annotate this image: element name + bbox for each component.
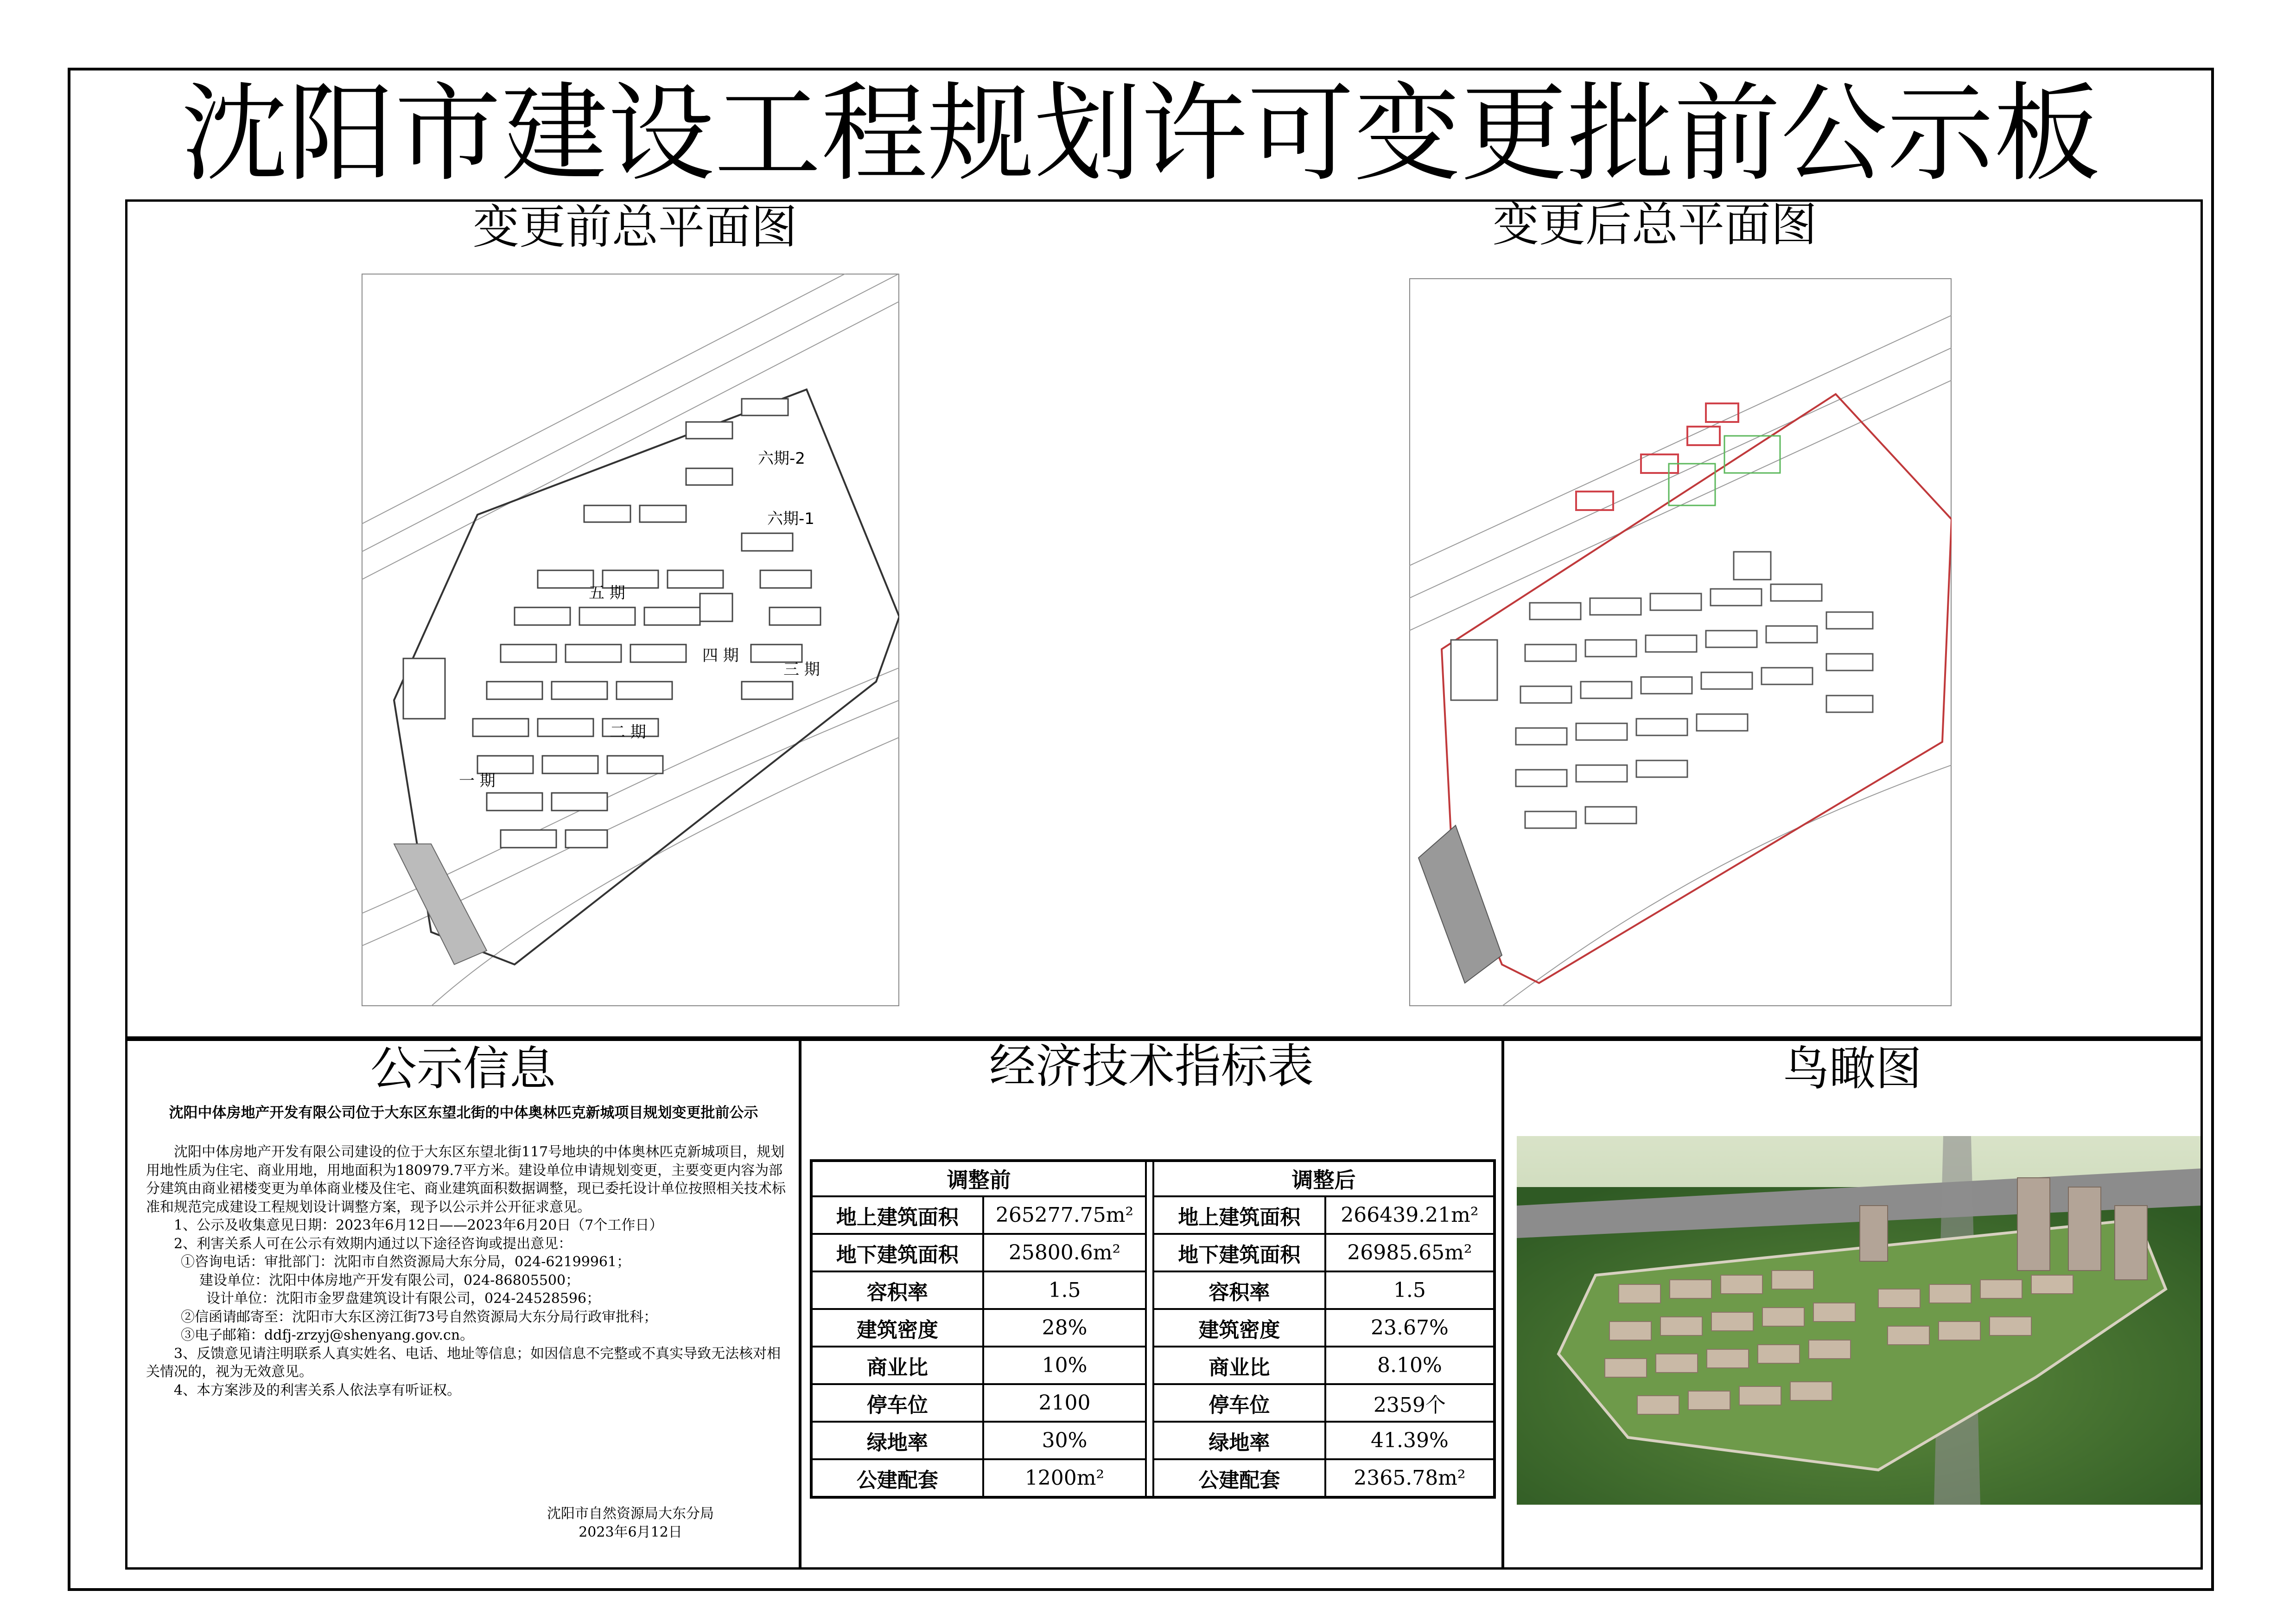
table-row — [811, 1234, 1495, 1271]
row-label-before: 绿地率 — [811, 1422, 983, 1459]
row-label-after: 绿地率 — [1153, 1422, 1325, 1459]
info-designer: 设计单位：沈阳市金罗盘建筑设计有限公司，024-24528596； — [206, 1290, 601, 1307]
row-value-after: 266439.21m² — [1325, 1196, 1495, 1234]
aerial-view-image — [1517, 1136, 2201, 1505]
info-consult: ①咨询电话：审批部门：沈阳市自然资源局大东分局，024-62199961； — [181, 1254, 631, 1270]
row-label-after: 地下建筑面积 — [1153, 1234, 1325, 1271]
page-title: 沈阳市建设工程规划许可变更批前公示板 — [181, 72, 2100, 196]
phase-label: 三 期 — [783, 660, 820, 679]
row-label-after: 建筑密度 — [1153, 1309, 1325, 1347]
row-label-before: 地下建筑面积 — [811, 1234, 983, 1271]
info-body — [146, 1143, 786, 1399]
info-builder: 建设单位：沈阳中体房地产开发有限公司，024-86805500； — [199, 1272, 580, 1289]
after-plan-title: 变更后总平面图 — [1493, 198, 1817, 252]
info-signature — [487, 1505, 774, 1542]
row-label-after: 商业比 — [1153, 1347, 1325, 1384]
info-subtitle: 沈阳中体房地产开发有限公司位于大东区东望北街的中体奥林匹克新城项目规划变更批前公示 — [169, 1105, 758, 1121]
row-label-before: 公建配套 — [811, 1459, 983, 1497]
info-mail: ②信函请邮寄至：沈阳市大东区滂江街73号自然资源局大东分局行政审批科； — [181, 1309, 658, 1325]
row-value-after: 1.5 — [1325, 1271, 1495, 1309]
table-row — [811, 1271, 1495, 1309]
row-value-after: 8.10% — [1325, 1347, 1495, 1384]
row-value-before: 2100 — [983, 1384, 1146, 1422]
row-value-after: 2365.78m² — [1325, 1459, 1495, 1497]
after-site-plan-image — [1409, 278, 1952, 1006]
aerial-title: 鸟瞰图 — [1783, 1041, 1922, 1096]
phase-label: 一 期 — [459, 772, 496, 790]
table-row — [811, 1459, 1495, 1497]
row-label-after: 地上建筑面积 — [1153, 1196, 1325, 1234]
table-title: 经济技术指标表 — [989, 1039, 1314, 1093]
table-row — [811, 1196, 1495, 1234]
row-label-after: 容积率 — [1153, 1271, 1325, 1309]
phase-label: 四 期 — [702, 646, 739, 665]
phase-label: 二 期 — [610, 723, 646, 741]
sign-org: 沈阳市自然资源局大东分局 — [547, 1506, 714, 1522]
index-table — [810, 1159, 1496, 1499]
row-value-before: 25800.6m² — [983, 1234, 1146, 1271]
row-label-before: 建筑密度 — [811, 1309, 983, 1347]
row-value-before: 1.5 — [983, 1271, 1146, 1309]
row-value-before: 10% — [983, 1347, 1146, 1384]
row-value-before: 1200m² — [983, 1459, 1146, 1497]
info-item-1: 1、公示及收集意见日期：2023年6月12日——2023年6月20日（7个工作日） — [174, 1217, 663, 1233]
row-label-before: 停车位 — [811, 1384, 983, 1422]
row-label-before: 地上建筑面积 — [811, 1196, 983, 1234]
row-label-after: 公建配套 — [1153, 1459, 1325, 1497]
after-header: 调整后 — [1153, 1161, 1495, 1196]
row-label-before: 商业比 — [811, 1347, 983, 1384]
info-title: 公示信息 — [370, 1041, 556, 1096]
row-value-before: 265277.75m² — [983, 1196, 1146, 1234]
row-value-after: 23.67% — [1325, 1309, 1495, 1347]
phase-label: 五 期 — [589, 584, 625, 602]
table-row — [811, 1422, 1495, 1459]
phase-label: 六期-2 — [758, 449, 805, 468]
before-site-plan-image — [362, 274, 899, 1006]
row-label-before: 容积率 — [811, 1271, 983, 1309]
info-item-2: 2、利害关系人可在公示有效期内通过以下途径咨询或提出意见： — [174, 1235, 572, 1252]
table-row — [811, 1384, 1495, 1422]
sign-date: 2023年6月12日 — [579, 1524, 682, 1540]
row-value-after: 2359个 — [1325, 1384, 1495, 1422]
before-plan-title: 变更前总平面图 — [473, 200, 797, 254]
row-label-after: 停车位 — [1153, 1384, 1325, 1422]
row-value-before: 30% — [983, 1422, 1146, 1459]
table-row — [811, 1309, 1495, 1347]
table-row — [811, 1347, 1495, 1384]
info-paragraph: 沈阳中体房地产开发有限公司建设的位于大东区东望北街117号地块的中体奥林匹克新城项目，规划用地性质为住宅、商业用地，用地面积为180979.7平方米。建设单位申请规划变更，主要变更内容为部分建筑由商业裙楼变更为单体商业楼及住宅、商业建筑面积数据调整，现已委托设计单位按照相关技术标准和规范完成建设工程规划设计调整方案，现予以公示并公开征求意见。 — [146, 1144, 786, 1215]
info-email: ③电子邮箱：ddfj-zrzyj@shenyang.gov.cn。 — [181, 1327, 474, 1343]
row-value-before: 28% — [983, 1309, 1146, 1347]
info-item-4: 4、本方案涉及的利害关系人依法享有听证权。 — [174, 1382, 461, 1398]
before-header: 调整前 — [811, 1161, 1146, 1196]
phase-label: 六期-1 — [767, 510, 814, 528]
row-value-after: 41.39% — [1325, 1422, 1495, 1459]
table-header-row — [811, 1161, 1495, 1196]
row-value-after: 26985.65m² — [1325, 1234, 1495, 1271]
info-item-3: 3、反馈意见请注明联系人真实姓名、电话、地址等信息；如因信息不完整或不真实导致无法核对相关情况的，视为无效意见。 — [146, 1345, 781, 1380]
